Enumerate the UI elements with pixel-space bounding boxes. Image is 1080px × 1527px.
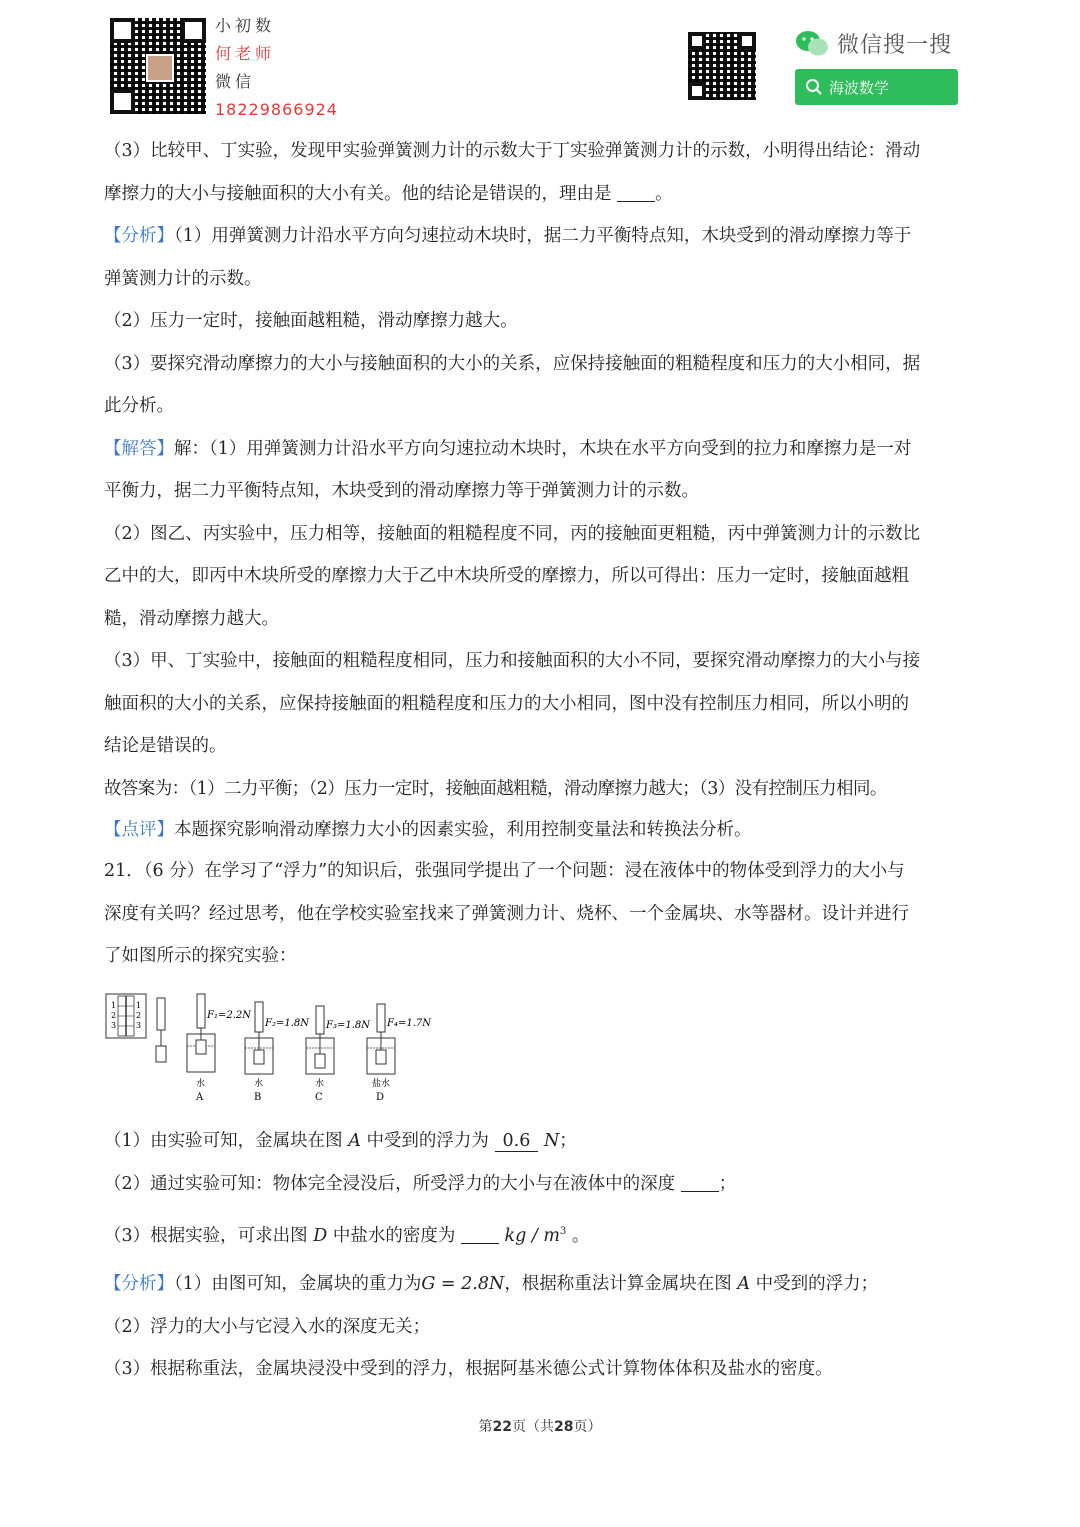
analysis-tag: 【分析】 [104, 1274, 174, 1295]
solution-line: 糙，滑动摩擦力越大。 [104, 608, 279, 629]
analysis-line: （2）压力一定时，接触面越粗糙，滑动摩擦力越大。 [104, 311, 518, 331]
beaker-label-a: A [196, 1092, 204, 1103]
scale-tick: 3 [111, 1021, 117, 1030]
solution-line: 结论是错误的。 [104, 736, 227, 756]
liquid-label-d: 盐水 [372, 1079, 391, 1089]
force-label-c: F₃=1.8N [326, 1020, 370, 1031]
contact-line-2: 何老师 [215, 44, 276, 63]
q3-line: 摩擦力的大小与接触面积的大小有关。他的结论是错误的，理由是 。 [104, 173, 980, 216]
page-footer: 第22页（共28页） [478, 1419, 602, 1435]
page-number: 22 [492, 1419, 512, 1435]
scale-tick: 1 [136, 1001, 142, 1010]
filled-answer: 0.6 [495, 1131, 539, 1152]
q3-line: （3）比较甲、丁实验，发现甲实验弹簧测力计的示数大于丁实验弹簧测力计的示数，小明得出结论：滑动 [104, 141, 921, 161]
analysis-line: 此分析。 [104, 396, 174, 416]
contact-line-1: 小初数 [215, 16, 276, 35]
comment-tag: 【点评】 [104, 820, 174, 840]
analysis-2-line: （2）浮力的大小与它浸入水的深度无关； [104, 1316, 431, 1337]
force-label-d: F₄=1.7N [387, 1018, 431, 1029]
page-header [0, 0, 1080, 125]
question-21-line: 了如图所示的探究实验： [104, 946, 297, 966]
search-label: 海波数学 [829, 79, 890, 97]
solution-line: （3）甲、丁实验中，接触面的粗糙程度相同，压力和接触面积的大小不同，要探究滑动摩擦力的大小与接 [104, 651, 921, 671]
analysis-line: （3）要探究滑动摩擦力的大小与接触面积的大小的关系，应保持接触面的粗糙程度和压力的大小相同，据 [104, 353, 921, 374]
answer-blank [461, 1223, 499, 1244]
beaker-label-b: B [254, 1092, 262, 1103]
answer-blank [681, 1171, 719, 1192]
experiment-figure [104, 990, 444, 1110]
beaker-label-c: C [315, 1092, 323, 1103]
solution-line: 乙中的大，即丙中木块所受的摩擦力大于乙中木块所受的摩擦力，所以可得出：压力一定时，接触面越粗 [104, 566, 909, 586]
force-label-b: F₂=1.8N [265, 1018, 309, 1029]
liquid-label-c: 水 [315, 1079, 325, 1089]
analysis-line: 【分析】（1）用弹簧测力计沿水平方向匀速拉动木块时，据二力平衡特点知，木块受到的滑动摩擦力等于 [104, 226, 912, 246]
analysis-tag: 【分析】 [104, 226, 174, 246]
scale-tick: 2 [111, 1011, 117, 1020]
wechat-search-title: 微信搜一搜 [837, 33, 953, 58]
document-body [104, 130, 980, 978]
qr-code-icon[interactable] [110, 18, 206, 114]
question-21-line: 深度有关吗？经过思考，他在学校实验室找来了弹簧测力计、烧杯、一个金属块、水等器材。设计并进行 [104, 903, 909, 924]
sub-question-1: （1）由实验可知，金属块在图 A 中受到的浮力为 0.6 N； [104, 1131, 577, 1151]
solution-line: 平衡力，据二力平衡特点知，木块受到的滑动摩擦力等于弹簧测力计的示数。 [104, 481, 699, 501]
contact-phone: 18229866924 [215, 100, 338, 119]
spring-scale-enlarged [106, 994, 146, 1038]
question-21-parts [104, 1120, 980, 1391]
contact-line-3: 微信 [215, 72, 256, 91]
force-label-a: F₁=2.2N [207, 1010, 251, 1021]
question-21-line: 21．（6 分）在学习了“浮力”的知识后，张强同学提出了一个问题：浸在液体中的物体受到浮力的大小与 [104, 861, 905, 881]
scale-tick: 1 [111, 1001, 117, 1010]
answer-blank [617, 181, 655, 202]
setup-b [245, 1002, 310, 1103]
setup-a [187, 994, 252, 1103]
solution-tag: 【解答】 [104, 438, 174, 459]
beaker-label-d: D [376, 1092, 385, 1103]
scale-tick: 2 [136, 1011, 142, 1020]
solution-line: 【解答】解：（1）用弹簧测力计沿水平方向匀速拉动木块时，木块在水平方向受到的拉力和摩擦力是一对 [104, 438, 912, 459]
comment-line: 【点评】本题探究影响滑动摩擦力大小的因素实验，利用控制变量法和转换法分析。 [104, 820, 752, 840]
answer-line: 故答案为：（1）二力平衡；（2）压力一定时，接触面越粗糙，滑动摩擦力越大；（3）没有控制压力相同。 [104, 778, 887, 799]
spring-scale-air [156, 998, 166, 1062]
wechat-icon [795, 30, 829, 58]
search-button[interactable] [795, 69, 958, 105]
liquid-label-b: 水 [254, 1079, 264, 1089]
page-total: 28 [554, 1419, 574, 1435]
analysis-2-line: （3）根据称重法，金属块浸没中受到的浮力，根据阿基米德公式计算物体体积及盐水的密度。 [104, 1359, 833, 1380]
analysis-2-line: 【分析】（1）由图可知，金属块的重力为G = 2.8N，根据称重法计算金属块在图 A 中受到的浮力； [104, 1274, 879, 1295]
setup-d [367, 1004, 432, 1103]
solution-line: 触面积的大小的关系，应保持接触面的粗糙程度和压力的大小相同，图中没有控制压力相同，所以小明的 [104, 693, 909, 714]
qr-code-icon[interactable] [688, 32, 756, 100]
analysis-line: 弹簧测力计的示数。 [104, 268, 262, 289]
contact-info [215, 12, 338, 124]
solution-line: （2）图乙、丙实验中，压力相等，接触面的粗糙程度不同，丙的接触面更粗糙，丙中弹簧测力计的示数比 [104, 523, 921, 544]
search-icon [805, 78, 823, 96]
scale-tick: 3 [136, 1021, 142, 1030]
setup-c [306, 1006, 371, 1103]
sub-question-3: （3）根据实验，可求出图 D 中盐水的密度为 kg / $m^3$ 。 [104, 1211, 980, 1257]
liquid-label-a: 水 [196, 1079, 206, 1089]
sub-question-2: （2）通过实验可知：物体完全浸没后，所受浮力的大小与在液体中的深度 ； [104, 1163, 980, 1206]
